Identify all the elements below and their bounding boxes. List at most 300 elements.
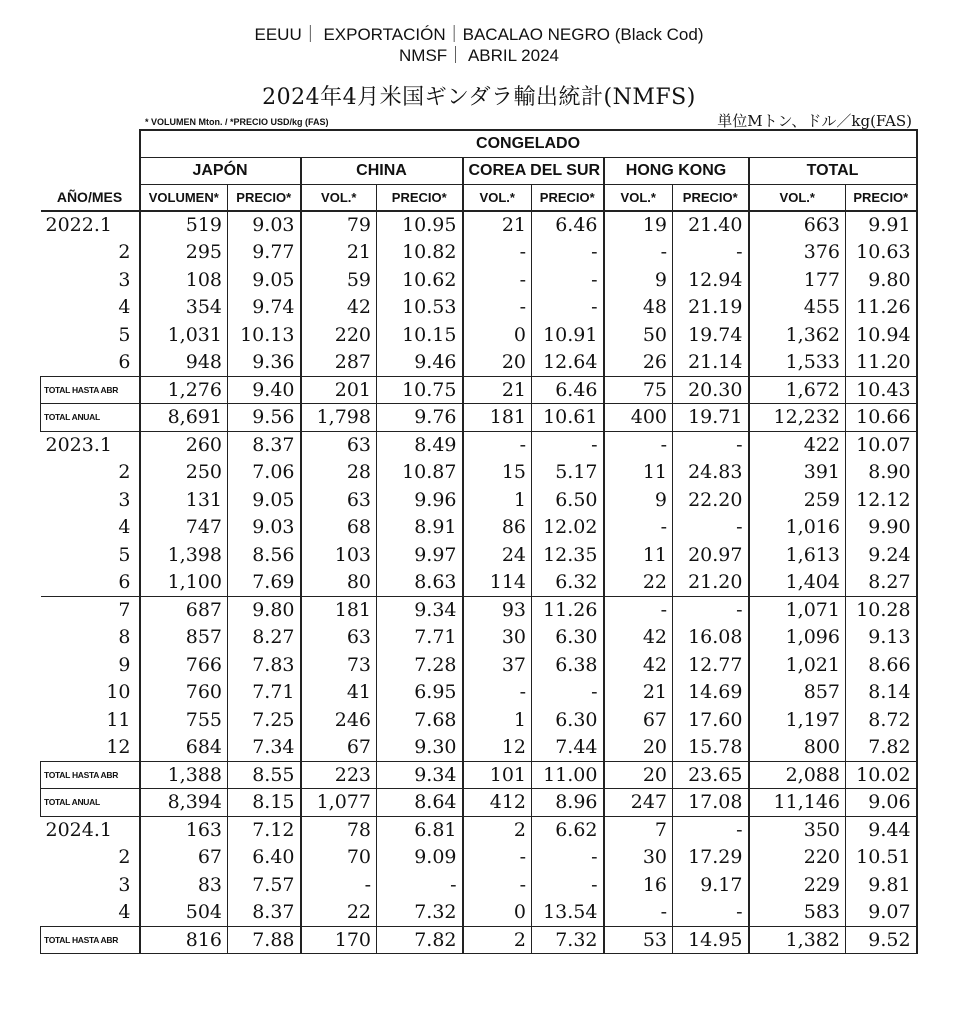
table-row bbox=[41, 376, 917, 404]
data-cell: 20 bbox=[604, 734, 673, 762]
data-cell: 108 bbox=[140, 266, 228, 294]
data-cell: 181 bbox=[463, 404, 532, 432]
data-cell: 7.44 bbox=[532, 734, 604, 762]
data-cell: 17.08 bbox=[673, 789, 749, 817]
data-cell: 8.27 bbox=[228, 624, 301, 652]
data-cell: 7.32 bbox=[532, 926, 604, 954]
row-label: TOTAL ANUAL bbox=[41, 404, 140, 432]
data-cell: 9.97 bbox=[377, 541, 463, 569]
header-line-2: NMSF｜ ABRIL 2024 bbox=[399, 46, 559, 65]
data-cell: 10.91 bbox=[532, 321, 604, 349]
data-cell: 9.44 bbox=[846, 816, 917, 844]
data-cell: 75 bbox=[604, 376, 673, 404]
row-label: 2 bbox=[118, 461, 131, 484]
data-cell: 10.51 bbox=[846, 844, 917, 872]
row-label: 7 bbox=[41, 596, 140, 624]
data-cell: - bbox=[604, 239, 673, 267]
data-cell: 7.32 bbox=[377, 899, 463, 927]
table-row bbox=[41, 486, 917, 514]
data-cell: - bbox=[604, 899, 673, 927]
table-row bbox=[41, 321, 917, 349]
table-row bbox=[41, 844, 917, 872]
data-cell: 37 bbox=[463, 651, 532, 679]
data-cell: 1 bbox=[463, 706, 532, 734]
data-cell: 50 bbox=[604, 321, 673, 349]
data-cell: - bbox=[532, 431, 604, 459]
data-cell: 8.14 bbox=[846, 679, 917, 707]
data-cell: 1,533 bbox=[749, 349, 846, 377]
data-cell: 250 bbox=[140, 459, 228, 487]
data-cell: 70 bbox=[301, 844, 377, 872]
data-cell: 247 bbox=[604, 789, 673, 817]
data-cell: 17.29 bbox=[673, 844, 749, 872]
data-cell: - bbox=[532, 266, 604, 294]
table-row bbox=[41, 266, 917, 294]
data-cell: 16 bbox=[604, 871, 673, 899]
country-header-japon: JAPÓN bbox=[140, 157, 301, 184]
data-cell: 13.54 bbox=[532, 899, 604, 927]
row-label: TOTAL HASTA ABR bbox=[41, 376, 140, 404]
data-cell: 9.46 bbox=[377, 349, 463, 377]
table-row bbox=[41, 624, 917, 652]
data-cell: 6.81 bbox=[377, 816, 463, 844]
data-cell: - bbox=[532, 679, 604, 707]
data-cell: 24.83 bbox=[673, 459, 749, 487]
data-cell: 19 bbox=[604, 211, 673, 239]
data-cell: 93 bbox=[463, 596, 532, 624]
data-cell: 10.94 bbox=[846, 321, 917, 349]
data-cell: 86 bbox=[463, 514, 532, 542]
data-cell: 101 bbox=[463, 761, 532, 789]
data-cell: 400 bbox=[604, 404, 673, 432]
data-cell: 12.77 bbox=[673, 651, 749, 679]
data-cell: 21.20 bbox=[673, 569, 749, 597]
subheader-cell: VOL.* bbox=[604, 184, 673, 211]
data-cell: 1,404 bbox=[749, 569, 846, 597]
data-cell: - bbox=[673, 816, 749, 844]
table-row bbox=[41, 679, 917, 707]
data-cell: 6.46 bbox=[532, 376, 604, 404]
data-cell: 19.74 bbox=[673, 321, 749, 349]
data-cell: 9.40 bbox=[228, 376, 301, 404]
data-cell: 10.95 bbox=[377, 211, 463, 239]
data-cell: - bbox=[673, 596, 749, 624]
subheader-cell: PRECIO* bbox=[673, 184, 749, 211]
data-cell: 177 bbox=[749, 266, 846, 294]
units-japanese: 単位Mトン、ドル／kg(FAS) bbox=[717, 112, 912, 130]
data-cell: 10.02 bbox=[846, 761, 917, 789]
data-cell: 0 bbox=[463, 899, 532, 927]
table-row bbox=[41, 706, 917, 734]
data-cell: 21.40 bbox=[673, 211, 749, 239]
data-cell: 7.12 bbox=[228, 816, 301, 844]
data-cell: 11 bbox=[604, 541, 673, 569]
data-cell: 455 bbox=[749, 294, 846, 322]
row-label: TOTAL ANUAL bbox=[41, 789, 140, 817]
table-row bbox=[41, 899, 917, 927]
data-cell: 42 bbox=[604, 624, 673, 652]
data-cell: 1,197 bbox=[749, 706, 846, 734]
data-cell: - bbox=[463, 294, 532, 322]
row-label: 4 bbox=[118, 296, 131, 319]
data-cell: 1,613 bbox=[749, 541, 846, 569]
data-cell: - bbox=[673, 239, 749, 267]
data-cell: 26 bbox=[604, 349, 673, 377]
header-line-1: EEUU｜ EXPORTACIÓN｜BACALAO NEGRO (Black Cod) bbox=[254, 25, 704, 44]
data-cell: 6.38 bbox=[532, 651, 604, 679]
data-cell: 7.28 bbox=[377, 651, 463, 679]
row-label: 2024.1 bbox=[41, 816, 140, 844]
data-cell: - bbox=[532, 294, 604, 322]
row-label: 2 bbox=[118, 241, 131, 264]
data-cell: 63 bbox=[301, 431, 377, 459]
data-cell: 350 bbox=[749, 816, 846, 844]
data-cell: 10.53 bbox=[377, 294, 463, 322]
data-cell: 7.83 bbox=[228, 651, 301, 679]
data-cell: 48 bbox=[604, 294, 673, 322]
data-cell: 287 bbox=[301, 349, 377, 377]
data-cell: 10.62 bbox=[377, 266, 463, 294]
data-cell: 22 bbox=[604, 569, 673, 597]
document-header bbox=[0, 24, 958, 66]
data-cell: 7.82 bbox=[377, 926, 463, 954]
data-cell: 1,031 bbox=[140, 321, 228, 349]
data-cell: - bbox=[604, 596, 673, 624]
data-cell: 8.72 bbox=[846, 706, 917, 734]
table-row bbox=[41, 816, 917, 844]
data-cell: 28 bbox=[301, 459, 377, 487]
data-cell: 9.05 bbox=[228, 486, 301, 514]
data-cell: 1,798 bbox=[301, 404, 377, 432]
table-row bbox=[41, 294, 917, 322]
subheader-cell: PRECIO* bbox=[228, 184, 301, 211]
data-cell: 2 bbox=[463, 926, 532, 954]
row-label-header: AÑO/MES bbox=[41, 184, 140, 211]
data-cell: 21 bbox=[463, 376, 532, 404]
data-cell: 766 bbox=[140, 651, 228, 679]
data-cell: 583 bbox=[749, 899, 846, 927]
data-cell: 9.30 bbox=[377, 734, 463, 762]
data-cell: 11,146 bbox=[749, 789, 846, 817]
data-cell: 295 bbox=[140, 239, 228, 267]
data-cell: - bbox=[463, 431, 532, 459]
data-cell: 8,394 bbox=[140, 789, 228, 817]
data-cell: 8.63 bbox=[377, 569, 463, 597]
subheader-cell: PRECIO* bbox=[532, 184, 604, 211]
data-cell: 11 bbox=[604, 459, 673, 487]
data-cell: 1,398 bbox=[140, 541, 228, 569]
data-cell: - bbox=[463, 239, 532, 267]
table-row bbox=[41, 569, 917, 597]
data-cell: 857 bbox=[749, 679, 846, 707]
subheader-cell: PRECIO* bbox=[846, 184, 917, 211]
data-cell: 1,016 bbox=[749, 514, 846, 542]
data-cell: 63 bbox=[301, 624, 377, 652]
data-cell: 8.49 bbox=[377, 431, 463, 459]
data-cell: 11.00 bbox=[532, 761, 604, 789]
data-cell: 8.91 bbox=[377, 514, 463, 542]
row-label: 8 bbox=[118, 626, 131, 649]
data-cell: 11.26 bbox=[532, 596, 604, 624]
data-cell: 16.08 bbox=[673, 624, 749, 652]
data-cell: 63 bbox=[301, 486, 377, 514]
data-cell: 800 bbox=[749, 734, 846, 762]
data-cell: 8.96 bbox=[532, 789, 604, 817]
data-cell: 1,021 bbox=[749, 651, 846, 679]
data-cell: 220 bbox=[749, 844, 846, 872]
data-cell: 10.13 bbox=[228, 321, 301, 349]
data-cell: 24 bbox=[463, 541, 532, 569]
data-cell: - bbox=[463, 871, 532, 899]
data-cell: 8.90 bbox=[846, 459, 917, 487]
row-label: TOTAL HASTA ABR bbox=[41, 926, 140, 954]
data-cell: 8.55 bbox=[228, 761, 301, 789]
row-label: 4 bbox=[118, 516, 131, 539]
data-cell: 6.30 bbox=[532, 624, 604, 652]
data-cell: 6.46 bbox=[532, 211, 604, 239]
country-header-hong-kong: HONG KONG bbox=[604, 157, 749, 184]
data-cell: 7.69 bbox=[228, 569, 301, 597]
subheader-cell: VOL.* bbox=[301, 184, 377, 211]
data-cell: 9.90 bbox=[846, 514, 917, 542]
row-label: 5 bbox=[118, 323, 131, 346]
row-label: 2 bbox=[118, 846, 131, 869]
data-cell: 220 bbox=[301, 321, 377, 349]
data-cell: 15 bbox=[463, 459, 532, 487]
data-cell: 1,362 bbox=[749, 321, 846, 349]
data-cell: 0 bbox=[463, 321, 532, 349]
data-cell: 9.80 bbox=[228, 596, 301, 624]
data-cell: 30 bbox=[463, 624, 532, 652]
data-cell: 12.64 bbox=[532, 349, 604, 377]
data-cell: 12.94 bbox=[673, 266, 749, 294]
row-label: 6 bbox=[118, 571, 131, 593]
data-cell: - bbox=[463, 844, 532, 872]
data-cell: 10.63 bbox=[846, 239, 917, 267]
data-cell: 7.25 bbox=[228, 706, 301, 734]
data-cell: 1,077 bbox=[301, 789, 377, 817]
data-cell: 8.64 bbox=[377, 789, 463, 817]
table-row bbox=[41, 789, 917, 817]
row-label: TOTAL HASTA ABR bbox=[41, 761, 140, 789]
data-cell: 131 bbox=[140, 486, 228, 514]
data-cell: 68 bbox=[301, 514, 377, 542]
row-label: 2023.1 bbox=[41, 431, 140, 459]
data-cell: 12.02 bbox=[532, 514, 604, 542]
data-cell: 9.80 bbox=[846, 266, 917, 294]
data-cell: 9.24 bbox=[846, 541, 917, 569]
data-cell: 948 bbox=[140, 349, 228, 377]
data-cell: 21 bbox=[463, 211, 532, 239]
data-cell: 21.14 bbox=[673, 349, 749, 377]
data-cell: 10.28 bbox=[846, 596, 917, 624]
row-label: 12 bbox=[41, 734, 140, 762]
data-cell: 21 bbox=[604, 679, 673, 707]
data-cell: - bbox=[463, 679, 532, 707]
data-cell: 2,088 bbox=[749, 761, 846, 789]
row-label: 9 bbox=[118, 653, 131, 676]
data-cell: 170 bbox=[301, 926, 377, 954]
table-row bbox=[41, 651, 917, 679]
data-cell: 21 bbox=[301, 239, 377, 267]
subheader-cell: PRECIO* bbox=[377, 184, 463, 211]
data-cell: 857 bbox=[140, 624, 228, 652]
table-row bbox=[41, 926, 917, 954]
data-cell: 7.34 bbox=[228, 734, 301, 762]
data-cell: 12.35 bbox=[532, 541, 604, 569]
data-cell: 7 bbox=[604, 816, 673, 844]
data-cell: 7.71 bbox=[377, 624, 463, 652]
data-cell: 12.12 bbox=[846, 486, 917, 514]
data-cell: 5.17 bbox=[532, 459, 604, 487]
data-cell: 11.26 bbox=[846, 294, 917, 322]
corner-blank bbox=[41, 130, 140, 157]
table-row bbox=[41, 404, 917, 432]
row-label: 6 bbox=[41, 349, 140, 377]
data-cell: 8.37 bbox=[228, 899, 301, 927]
data-cell: 9.34 bbox=[377, 596, 463, 624]
data-cell: 10.43 bbox=[846, 376, 917, 404]
data-cell: 73 bbox=[301, 651, 377, 679]
data-cell: 11.20 bbox=[846, 349, 917, 377]
table-row bbox=[41, 541, 917, 569]
data-cell: 9.76 bbox=[377, 404, 463, 432]
data-cell: 9.96 bbox=[377, 486, 463, 514]
data-cell: 9.06 bbox=[846, 789, 917, 817]
japanese-title: 2024年4月米国ギンダラ輸出統計(NMFS) bbox=[262, 85, 696, 110]
data-cell: 8.27 bbox=[846, 569, 917, 597]
data-cell: 6.95 bbox=[377, 679, 463, 707]
data-cell: 9.34 bbox=[377, 761, 463, 789]
data-cell: 229 bbox=[749, 871, 846, 899]
data-cell: 9.03 bbox=[228, 211, 301, 239]
row-label: 4 bbox=[41, 899, 140, 927]
data-cell: 20.30 bbox=[673, 376, 749, 404]
data-cell: 1,382 bbox=[749, 926, 846, 954]
data-cell: 17.60 bbox=[673, 706, 749, 734]
data-cell: 83 bbox=[140, 871, 228, 899]
data-cell: 53 bbox=[604, 926, 673, 954]
table-row bbox=[41, 349, 917, 377]
data-cell: - bbox=[673, 514, 749, 542]
row-label: 10 bbox=[106, 681, 131, 704]
data-cell: - bbox=[532, 844, 604, 872]
data-cell: 9.17 bbox=[673, 871, 749, 899]
data-cell: 9 bbox=[604, 266, 673, 294]
data-cell: 19.71 bbox=[673, 404, 749, 432]
data-cell: 747 bbox=[140, 514, 228, 542]
data-cell: 14.95 bbox=[673, 926, 749, 954]
data-cell: 20.97 bbox=[673, 541, 749, 569]
data-cell: 6.50 bbox=[532, 486, 604, 514]
data-cell: 6.30 bbox=[532, 706, 604, 734]
data-cell: 8.15 bbox=[228, 789, 301, 817]
row-label: 2022.1 bbox=[41, 211, 140, 239]
data-cell: 7.06 bbox=[228, 459, 301, 487]
table-row bbox=[41, 596, 917, 624]
data-cell: 7.68 bbox=[377, 706, 463, 734]
data-cell: - bbox=[301, 871, 377, 899]
table-row bbox=[41, 734, 917, 762]
data-cell: 9.81 bbox=[846, 871, 917, 899]
data-cell: 1,100 bbox=[140, 569, 228, 597]
data-cell: 422 bbox=[749, 431, 846, 459]
row-label: 11 bbox=[106, 708, 131, 731]
row-label: 3 bbox=[118, 488, 131, 511]
data-cell: 391 bbox=[749, 459, 846, 487]
data-cell: 504 bbox=[140, 899, 228, 927]
data-cell: 181 bbox=[301, 596, 377, 624]
data-cell: 12 bbox=[463, 734, 532, 762]
export-statistics-table bbox=[40, 129, 918, 954]
group-header-congelado: CONGELADO bbox=[140, 130, 917, 157]
data-cell: 201 bbox=[301, 376, 377, 404]
data-cell: 21.19 bbox=[673, 294, 749, 322]
data-cell: - bbox=[673, 899, 749, 927]
data-cell: 10.75 bbox=[377, 376, 463, 404]
data-cell: - bbox=[604, 431, 673, 459]
data-cell: - bbox=[532, 871, 604, 899]
data-cell: - bbox=[377, 871, 463, 899]
data-cell: 412 bbox=[463, 789, 532, 817]
data-cell: 760 bbox=[140, 679, 228, 707]
data-cell: 15.78 bbox=[673, 734, 749, 762]
data-cell: 12,232 bbox=[749, 404, 846, 432]
data-cell: 8.37 bbox=[228, 431, 301, 459]
subheader-cell: VOL.* bbox=[749, 184, 846, 211]
data-cell: 9.09 bbox=[377, 844, 463, 872]
data-cell: 10.07 bbox=[846, 431, 917, 459]
data-cell: 79 bbox=[301, 211, 377, 239]
country-header-total: TOTAL bbox=[749, 157, 917, 184]
data-cell: 41 bbox=[301, 679, 377, 707]
data-cell: 9.13 bbox=[846, 624, 917, 652]
data-cell: 163 bbox=[140, 816, 228, 844]
country-header-corea: COREA DEL SUR bbox=[463, 157, 604, 184]
data-cell: 7.71 bbox=[228, 679, 301, 707]
data-cell: 6.62 bbox=[532, 816, 604, 844]
data-cell: 9.05 bbox=[228, 266, 301, 294]
data-cell: 67 bbox=[301, 734, 377, 762]
data-cell: 9.07 bbox=[846, 899, 917, 927]
data-cell: 816 bbox=[140, 926, 228, 954]
data-cell: 10.61 bbox=[532, 404, 604, 432]
data-cell: - bbox=[532, 239, 604, 267]
units-note: * VOLUMEN Mton. / *PRECIO USD/kg (FAS) bbox=[145, 117, 329, 127]
data-cell: 9.77 bbox=[228, 239, 301, 267]
data-cell: 10.87 bbox=[377, 459, 463, 487]
data-cell: 22.20 bbox=[673, 486, 749, 514]
row-label: 3 bbox=[118, 268, 131, 291]
data-cell: 519 bbox=[140, 211, 228, 239]
subheader-cell: VOLUMEN* bbox=[140, 184, 228, 211]
data-cell: 7.88 bbox=[228, 926, 301, 954]
country-header-china: CHINA bbox=[301, 157, 463, 184]
data-cell: 2 bbox=[463, 816, 532, 844]
data-cell: 8.56 bbox=[228, 541, 301, 569]
data-cell: 376 bbox=[749, 239, 846, 267]
table-row bbox=[41, 514, 917, 542]
corner-blank-2 bbox=[41, 157, 140, 184]
data-cell: 78 bbox=[301, 816, 377, 844]
table-row bbox=[41, 459, 917, 487]
data-cell: 354 bbox=[140, 294, 228, 322]
data-cell: 684 bbox=[140, 734, 228, 762]
data-cell: 7.82 bbox=[846, 734, 917, 762]
data-cell: 114 bbox=[463, 569, 532, 597]
table-row bbox=[41, 761, 917, 789]
data-cell: 687 bbox=[140, 596, 228, 624]
